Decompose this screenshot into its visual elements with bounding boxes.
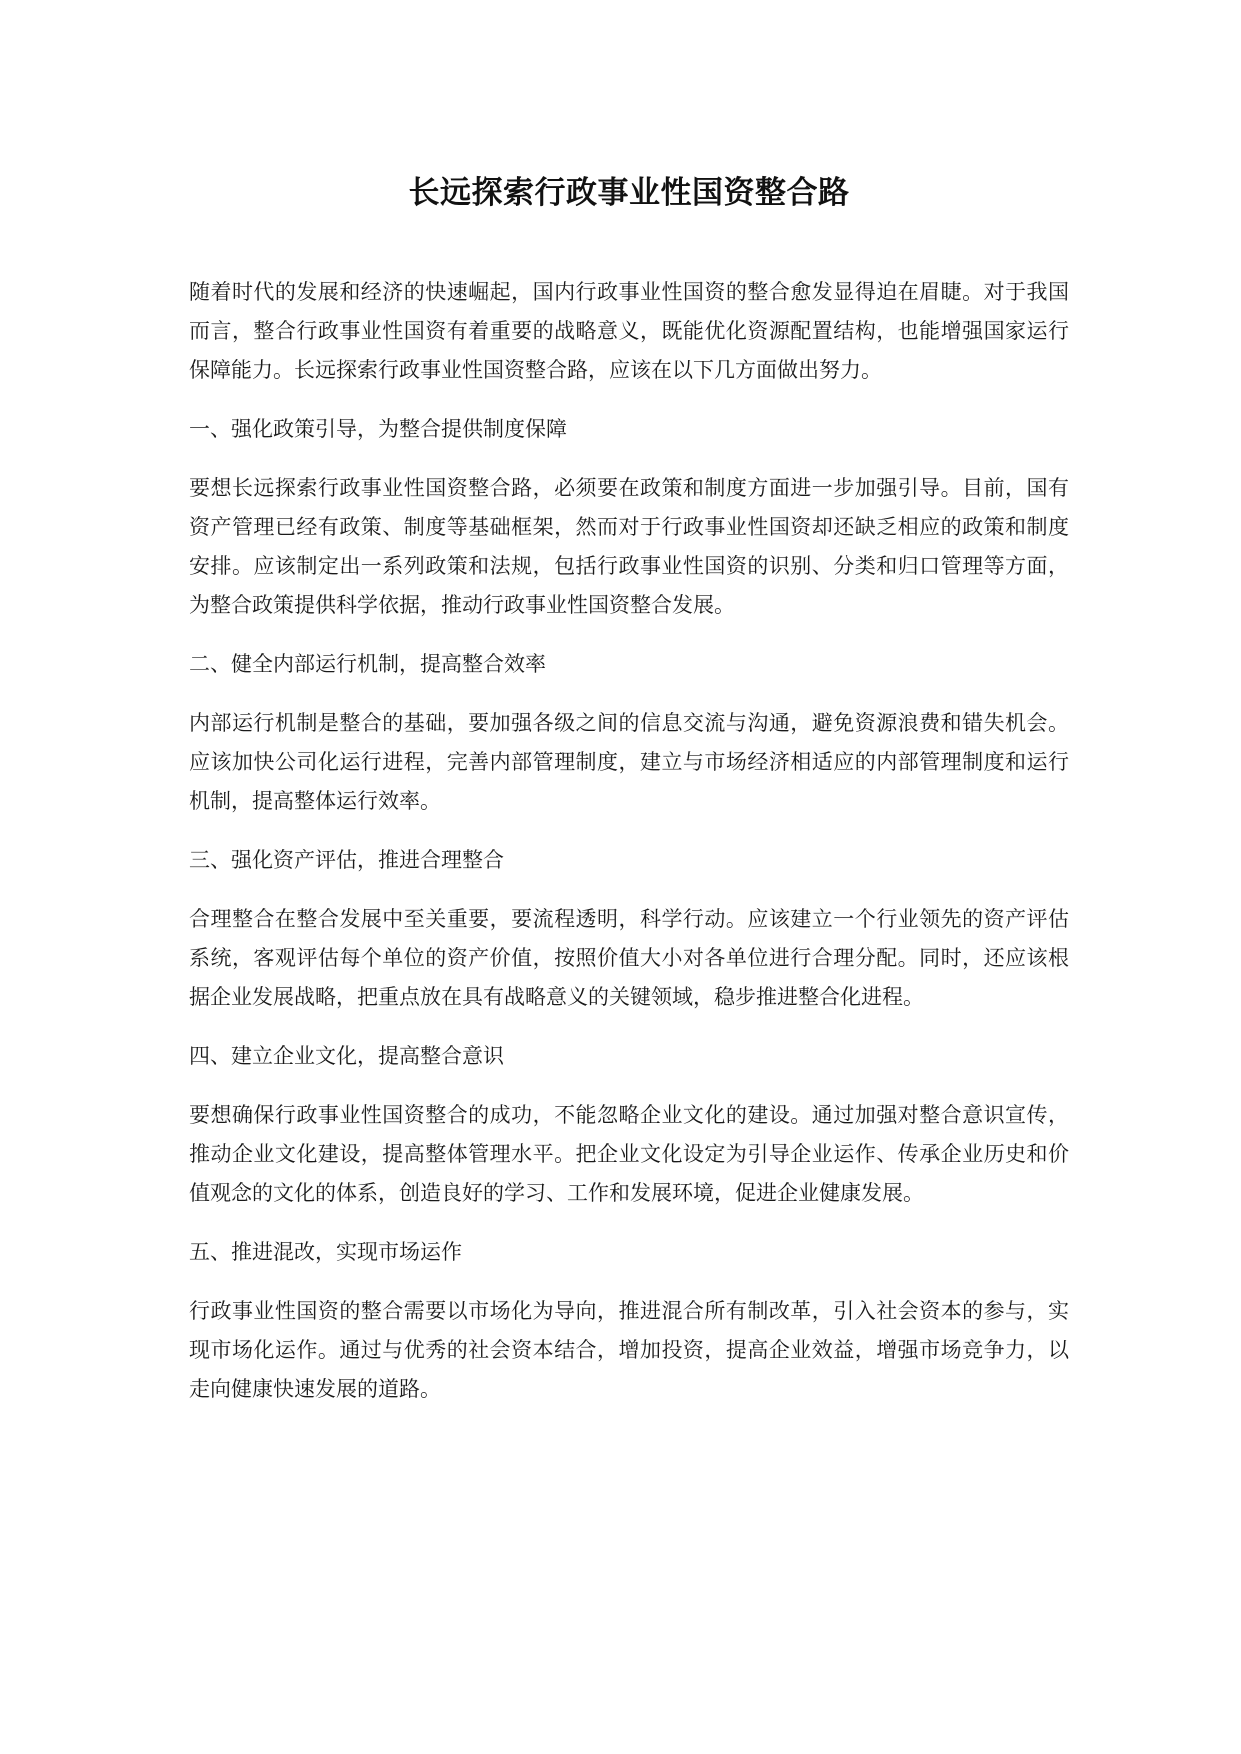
section-body-3: 合理整合在整合发展中至关重要，要流程透明，科学行动。应该建立一个行业领先的资产评估系统，客观评估每个单位的资产价值，按照价值大小对各单位进行合理分配。同时，还应该根据企业发展战略，把重点放在具有战略意义的关键领域，稳步推进整合化进程。	[189, 907, 1069, 1009]
section-heading-2: 二、健全内部运行机制，提高整合效率	[189, 652, 546, 676]
document-page	[189, 170, 1069, 1429]
section-heading-5: 五、推进混改，实现市场运作	[189, 1240, 462, 1264]
section-body-2: 内部运行机制是整合的基础，要加强各级之间的信息交流与沟通，避免资源浪费和错失机会。应该加快公司化运行进程，完善内部管理制度，建立与市场经济相适应的内部管理制度和运行机制，提高整体运行效率。	[189, 711, 1069, 813]
section-heading-3: 三、强化资产评估，推进合理整合	[189, 848, 504, 872]
section-body-4: 要想确保行政事业性国资整合的成功，不能忽略企业文化的建设。通过加强对整合意识宣传，推动企业文化建设，提高整体管理水平。把企业文化设定为引导企业运作、传承企业历史和价值观念的文化的体系，创造良好的学习、工作和发展环境，促进企业健康发展。	[189, 1103, 1069, 1205]
section-heading-1: 一、强化政策引导，为整合提供制度保障	[189, 417, 567, 441]
section-body-5: 行政事业性国资的整合需要以市场化为导向，推进混合所有制改革，引入社会资本的参与，实现市场化运作。通过与优秀的社会资本结合，增加投资，提高企业效益，增强市场竞争力，以走向健康快速发展的道路。	[189, 1299, 1069, 1401]
section-heading-4: 四、建立企业文化，提高整合意识	[189, 1044, 504, 1068]
intro-paragraph: 随着时代的发展和经济的快速崛起，国内行政事业性国资的整合愈发显得迫在眉睫。对于我国而言，整合行政事业性国资有着重要的战略意义，既能优化资源配置结构，也能增强国家运行保障能力。长远探索行政事业性国资整合路，应该在以下几方面做出努力。	[189, 280, 1069, 382]
section-body-1: 要想长远探索行政事业性国资整合路，必须要在政策和制度方面进一步加强引导。目前，国有资产管理已经有政策、制度等基础框架，然而对于行政事业性国资却还缺乏相应的政策和制度安排。应该制定出一系列政策和法规，包括行政事业性国资的识别、分类和归口管理等方面，为整合政策提供科学依据，推动行政事业性国资整合发展。	[189, 476, 1069, 617]
document-title: 长远探索行政事业性国资整合路	[408, 175, 850, 211]
